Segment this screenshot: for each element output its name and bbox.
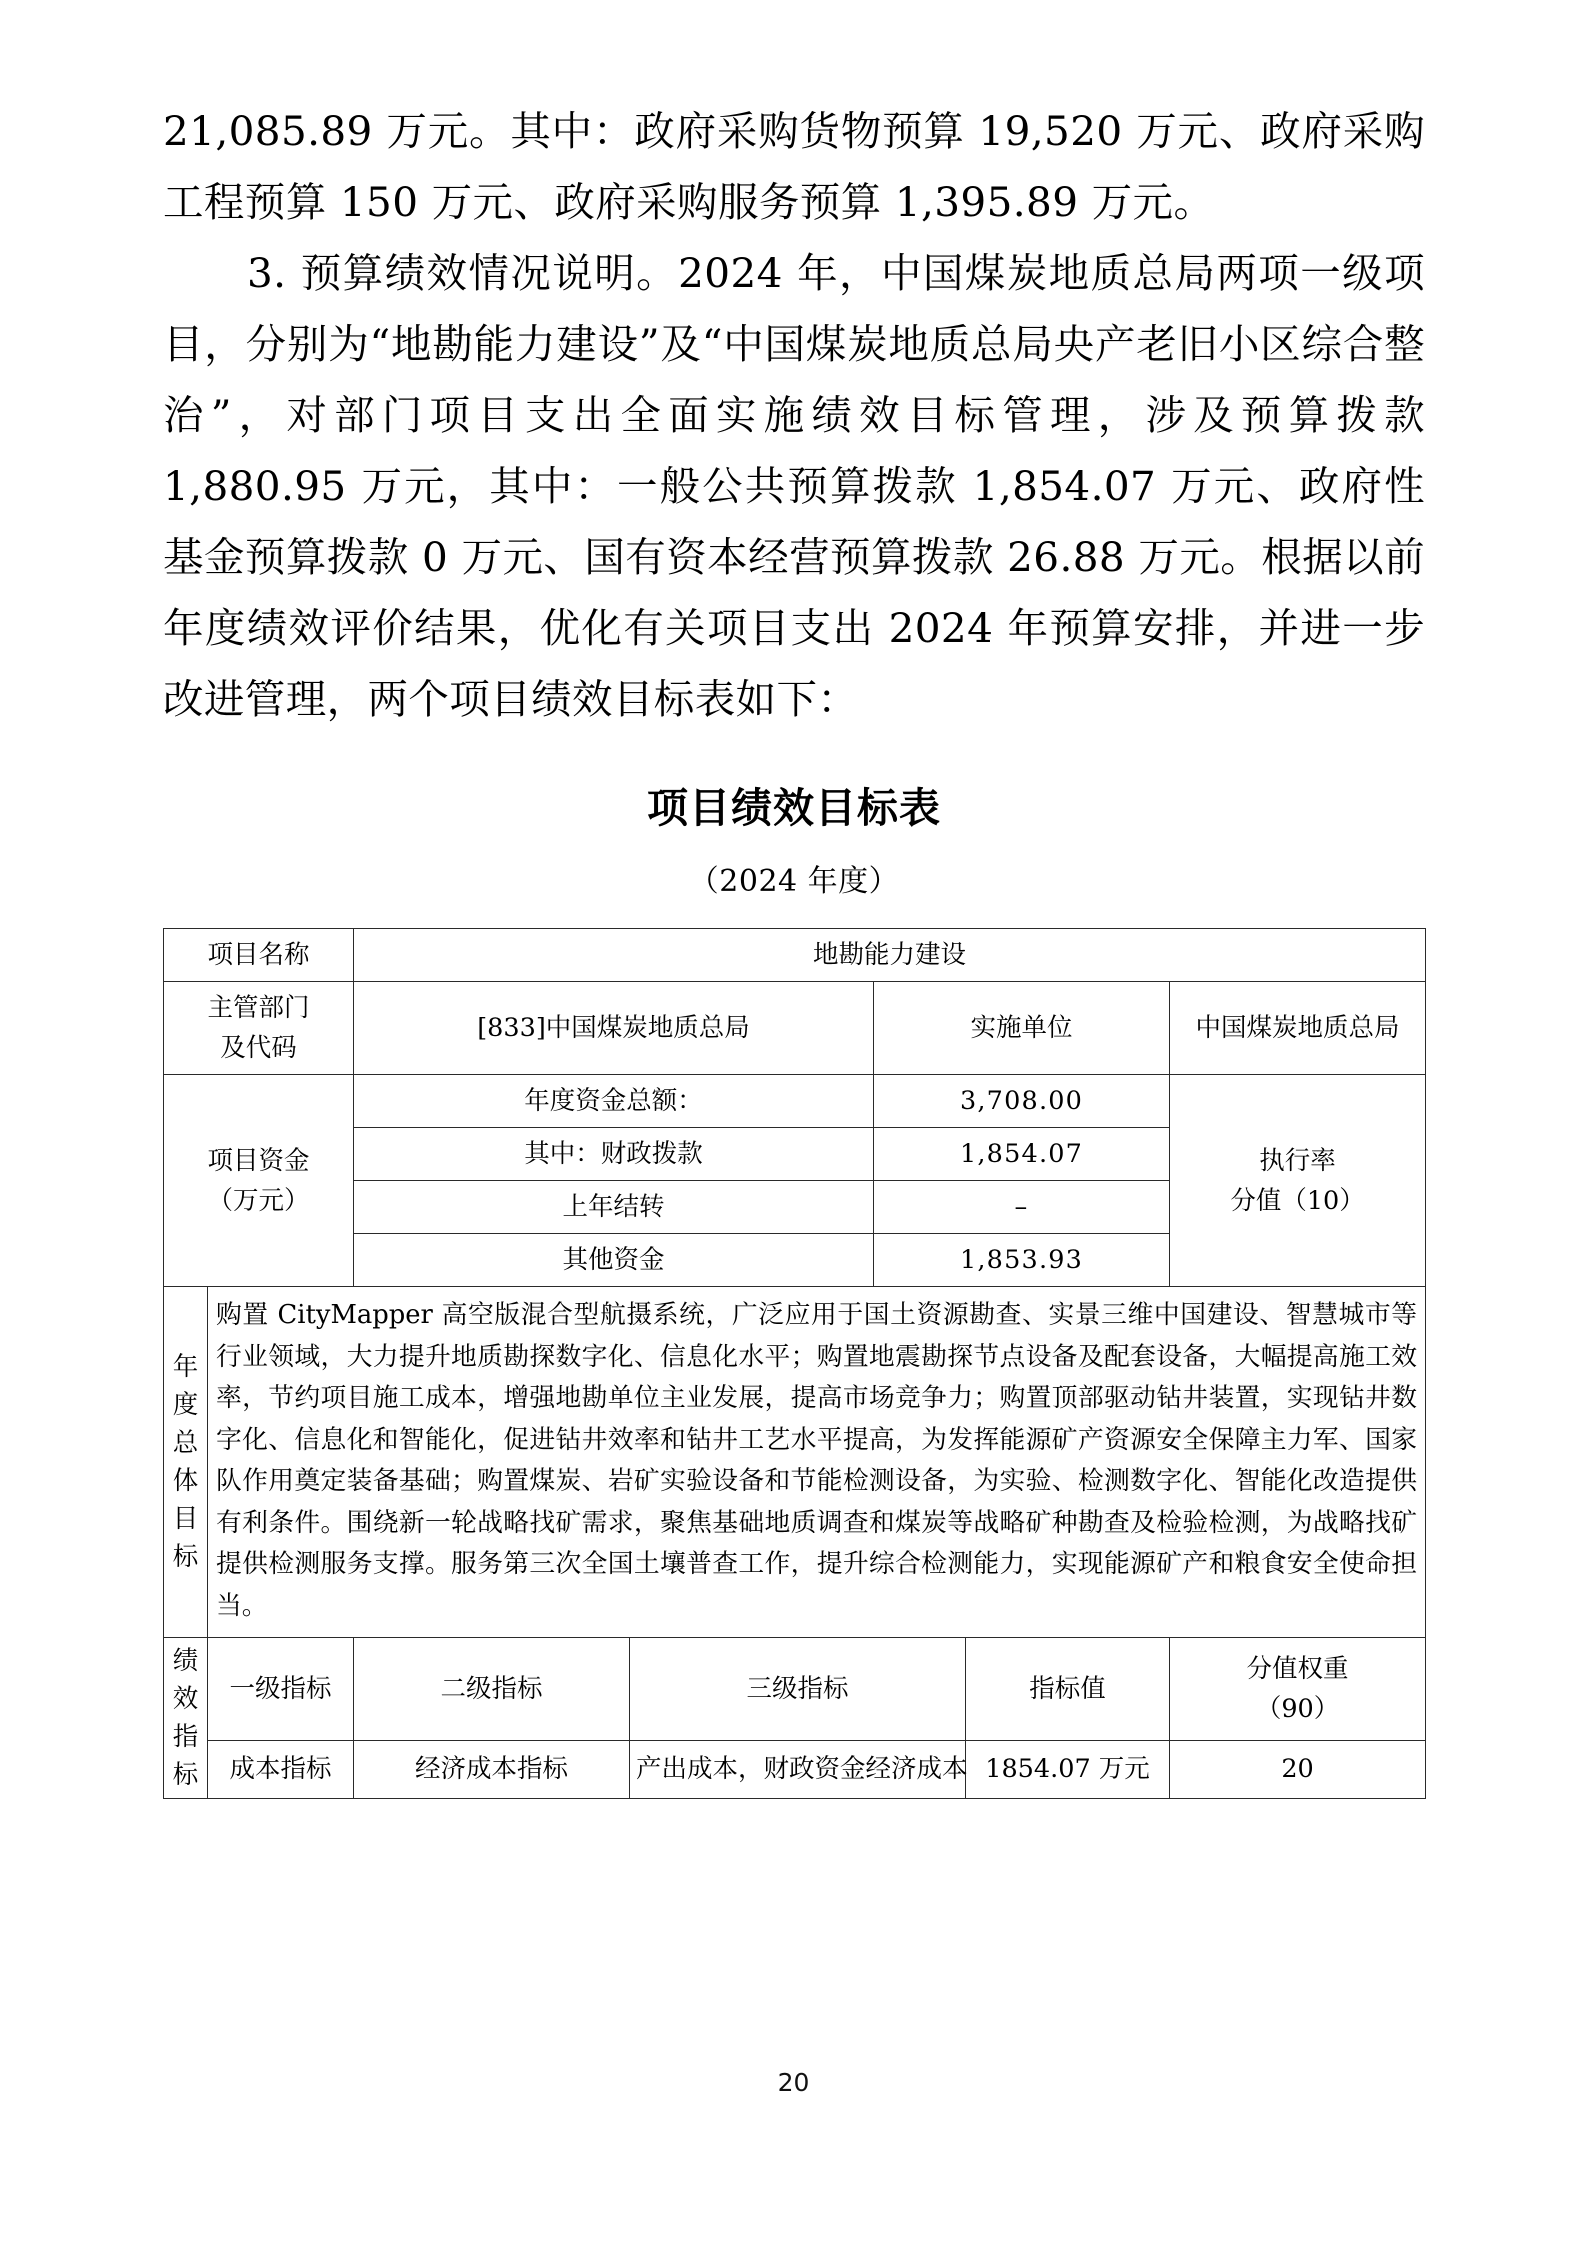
- cell-fund-row-label: 其他资金: [354, 1234, 874, 1287]
- execution-rate-line2: 分值（10）: [1230, 1185, 1365, 1216]
- cell-header-indicator-value: 指标值: [966, 1638, 1170, 1741]
- page-content: [163, 96, 1425, 1799]
- cell-project-name-value: 地勘能力建设: [354, 929, 1426, 982]
- weight-header-line1: 分值权重: [1246, 1653, 1349, 1684]
- funds-label-line1: 项目资金: [207, 1145, 310, 1176]
- cell-department-code: [833]中国煤炭地质总局: [354, 982, 874, 1075]
- cell-header-level2: 二级指标: [354, 1638, 630, 1741]
- cell-implement-unit-value: 中国煤炭地质总局: [1170, 982, 1426, 1075]
- funds-label-line2: （万元）: [207, 1185, 310, 1216]
- table-row-fund-total: [164, 1075, 1426, 1128]
- indicator-side-text: 绩效指标: [172, 1646, 199, 1790]
- table-row-indicator-data: [164, 1740, 1426, 1798]
- cell-fund-row-label: 年度资金总额：: [354, 1075, 874, 1128]
- cell-annual-goal-text: 购置 CityMapper 高空版混合型航摄系统，广泛应用于国土资源勘查、实景三维中国建设、智慧城市等行业领域，大力提升地质勘探数字化、信息化水平；购置地震勘探节点设备及配套设备，大幅提高施工效率，节约项目施工成本，增强地勘单位主业发展，提高市场竞争力；购置顶部驱动钻井装置，实现钻井数字化、信息化和智能化，促进钻井效率和钻井工艺水平提高，为发挥能源矿产资源安全保障主力军、国家队作用奠定装备基础；购置煤炭、岩矿实验设备和节能检测设备，为实验、检测数字化、智能化改造提供有利条件。围绕新一轮战略找矿需求，聚焦基础地质调查和煤炭等战略矿种勘查及检验检测，为战略找矿提供检测服务支撑。服务第三次全国土壤普查工作，提升综合检测能力，实现能源矿产和粮食安全使命担当。: [208, 1287, 1426, 1638]
- table-row-indicator-header: [164, 1638, 1426, 1741]
- cell-indicator-side-label: [164, 1638, 208, 1799]
- table-row-project-name: [164, 929, 1426, 982]
- cell-indicator-level1: 成本指标: [208, 1740, 354, 1798]
- cell-project-name-label: 项目名称: [164, 929, 354, 982]
- cell-indicator-weight: 20: [1170, 1740, 1426, 1798]
- cell-header-weight: [1170, 1638, 1426, 1741]
- cell-indicator-level3: 产出成本，财政资金经济成本: [630, 1740, 966, 1798]
- cell-fund-row-value: 1,854.07: [874, 1128, 1170, 1181]
- performance-goal-table: [163, 928, 1426, 1799]
- table-subtitle: （2024 年度）: [688, 864, 900, 899]
- cell-fund-row-value: 3,708.00: [874, 1075, 1170, 1128]
- cell-indicator-value: 1854.07 万元: [966, 1740, 1170, 1798]
- department-label-line2: 及代码: [220, 1033, 297, 1063]
- cell-project-funds-label: [164, 1075, 354, 1287]
- cell-fund-row-value: –: [874, 1181, 1170, 1234]
- table-title: 项目绩效目标表: [647, 784, 941, 832]
- cell-header-level1: 一级指标: [208, 1638, 354, 1741]
- cell-fund-row-label: 上年结转: [354, 1181, 874, 1234]
- paragraph-budget-procurement: 21,085.89 万元。其中：政府采购货物预算 19,520 万元、政府采购工程预算 150 万元、政府采购服务预算 1,395.89 万元。: [163, 107, 1425, 226]
- cell-fund-row-label: 其中：财政拨款: [354, 1128, 874, 1181]
- cell-header-level3: 三级指标: [630, 1638, 966, 1741]
- page-number: 20: [777, 2068, 810, 2097]
- table-row-annual-goal: [164, 1287, 1426, 1638]
- execution-rate-line1: 执行率: [1259, 1145, 1336, 1176]
- cell-department-label: [164, 982, 354, 1075]
- table-row-department: [164, 982, 1426, 1075]
- cell-annual-goal-side-label: [164, 1287, 208, 1638]
- cell-execution-rate-label: [1170, 1075, 1426, 1287]
- department-label-line1: 主管部门: [207, 993, 310, 1023]
- cell-indicator-level2: 经济成本指标: [354, 1740, 630, 1798]
- cell-implement-unit-label: 实施单位: [874, 982, 1170, 1075]
- paragraph-performance-explanation: 3. 预算绩效情况说明。2024 年，中国煤炭地质总局两项一级项目，分别为“地勘能力建设”及“中国煤炭地质总局央产老旧小区综合整治”，对部门项目支出全面实施绩效目标管理，涉及预算拨款 1,880.95 万元，其中：一般公共预算拨款 1,854.07 万元、政府性基金预算拨款 0 万元、国有资本经营预算拨款 26.88 万元。根据以前年度绩效评价结果，优化有关项目支出 2024 年预算安排，并进一步改进管理，两个项目绩效目标表如下：: [163, 249, 1425, 723]
- annual-goal-side-text: 年度总体目标: [172, 1352, 199, 1572]
- weight-header-line2: （90）: [1255, 1693, 1340, 1724]
- cell-fund-row-value: 1,853.93: [874, 1234, 1170, 1287]
